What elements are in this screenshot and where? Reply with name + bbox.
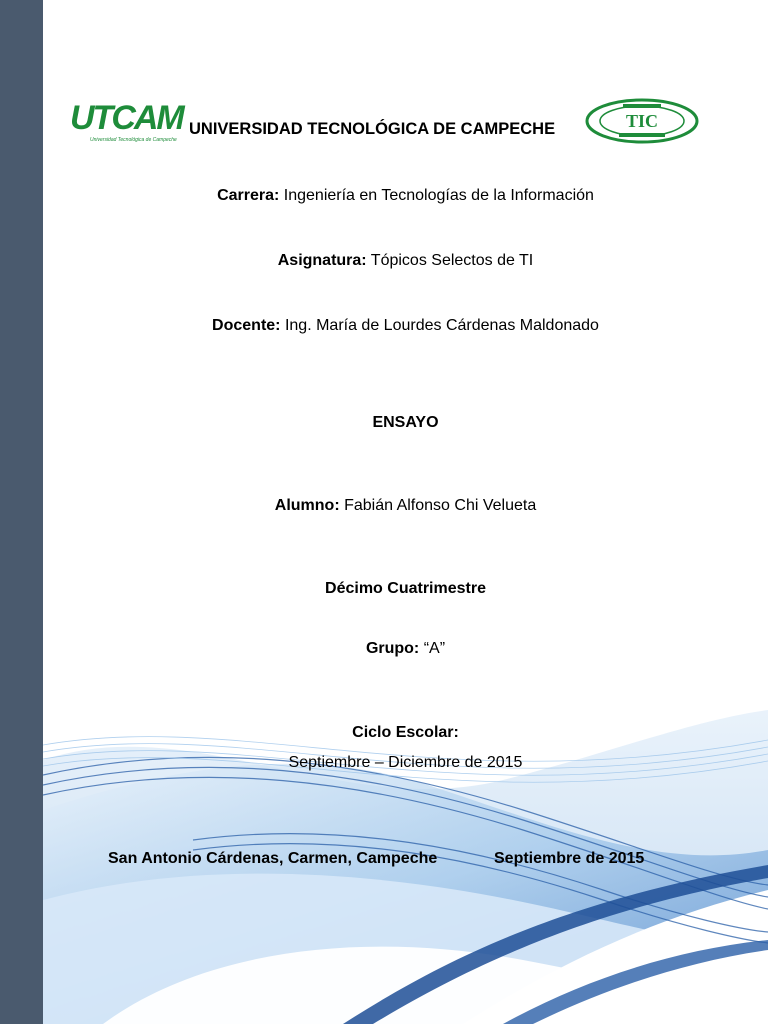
grupo-label: Grupo: bbox=[365, 640, 420, 657]
asignatura-line bbox=[43, 251, 768, 271]
cuatrimestre-text: Décimo Cuatrimestre bbox=[325, 580, 486, 597]
tic-logo bbox=[585, 98, 699, 144]
svg-text:UTCAM: UTCAM bbox=[70, 99, 183, 137]
asignatura-value: Tópicos Selectos de TI bbox=[370, 252, 534, 269]
alumno-label: Alumno: bbox=[274, 497, 340, 514]
alumno-value: Fabián Alfonso Chi Velueta bbox=[344, 497, 537, 514]
footer-date: Septiembre de 2015 bbox=[494, 850, 645, 867]
carrera-line bbox=[43, 186, 768, 206]
docente-label: Docente: bbox=[212, 317, 281, 334]
docente-line bbox=[43, 316, 768, 336]
ciclo-value: Septiembre – Diciembre de 2015 bbox=[288, 754, 523, 771]
left-sidebar-band bbox=[0, 0, 43, 1024]
docente-value: Ing. María de Lourdes Cárdenas Maldonado bbox=[284, 317, 599, 334]
document-type-text: ENSAYO bbox=[372, 414, 439, 431]
document-type bbox=[43, 413, 768, 433]
grupo-value: “A” bbox=[423, 640, 446, 657]
svg-text:TIC: TIC bbox=[625, 111, 659, 131]
utcam-logo bbox=[68, 95, 186, 145]
footer-location: San Antonio Cárdenas, Carmen, Campeche bbox=[108, 850, 438, 867]
asignatura-label: Asignatura: bbox=[277, 252, 367, 269]
carrera-label: Carrera: bbox=[217, 187, 280, 204]
university-title: UNIVERSIDAD TECNOLÓGICA DE CAMPECHE bbox=[189, 120, 556, 138]
carrera-value: Ingeniería en Tecnologías de la Información bbox=[283, 187, 594, 204]
svg-text:Universidad Tecnológica de Cam: Universidad Tecnológica de Campeche bbox=[90, 137, 177, 143]
alumno-line bbox=[43, 496, 768, 516]
grupo-line bbox=[43, 639, 768, 659]
ciclo-label: Ciclo Escolar: bbox=[352, 724, 459, 741]
ciclo-value-line bbox=[43, 753, 768, 773]
cuatrimestre-line bbox=[43, 579, 768, 599]
ciclo-label-line bbox=[43, 723, 768, 743]
